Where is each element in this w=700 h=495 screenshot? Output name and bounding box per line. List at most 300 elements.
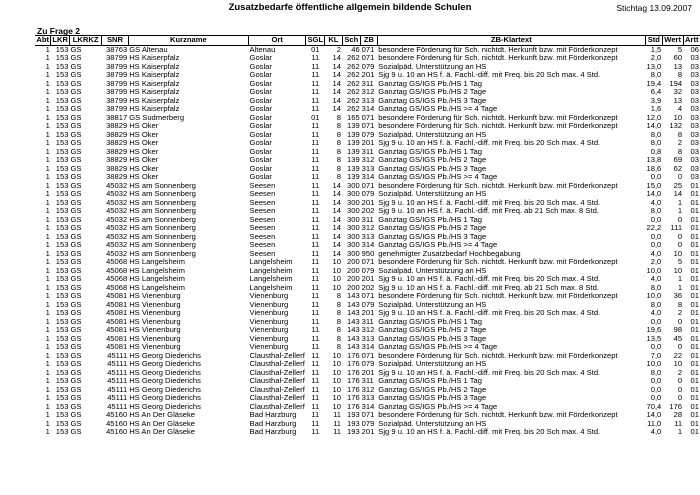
cell-kurzname: GS Altenau [129,45,168,54]
cell-sgl: 11 [311,164,320,173]
cell-snr: 38829 [106,122,128,130]
cell-sch: 176 [347,402,360,411]
cell-kl: 11 [333,419,341,428]
cell-kl: 14 [332,190,341,198]
table-row [35,63,700,72]
cell-artt: 01 [690,215,699,224]
cell-lkrkz: GS [70,79,82,88]
cell-wert: 194 [669,79,683,88]
cell-zb-klartext: besondere Förderung für Sch. nichtdt. Herkunft bzw. mit Förderkonzept [378,292,618,300]
cell-sch: 139 [347,130,360,139]
cell-sgl: 11 [311,317,320,326]
cell-sch: 300 [347,249,360,258]
cell-abt: 1 [45,360,50,368]
cell-lkr: 153 [55,411,69,419]
cell-sgl: 11 [311,241,320,249]
cell-sgl: 11 [311,232,320,241]
cell-snr: 45032 [106,224,128,232]
cell-wert: 2 [677,368,683,377]
cell-lkr: 153 [55,266,69,275]
table-row [35,139,700,148]
cell-wert: 10 [673,113,683,122]
cell-artt: 01 [690,411,699,419]
cell-artt: 03 [690,113,699,122]
section-subtitle: Zu Frage 2 [37,26,80,36]
cell-snr: 45032 [106,198,128,207]
table-row [35,394,700,403]
cell-lkr: 153 [55,428,69,436]
cell-ort: Goslar [249,113,272,122]
cell-artt: 01 [690,402,699,411]
cell-wert: 10 [673,249,683,258]
column-header-abt: Abt [36,35,49,44]
cell-zb: 950 [361,249,375,258]
cell-snr: 45032 [106,181,128,190]
cell-zb-klartext: Sjg 9 u. 10 an HS f. ä. Fachl.-diff. mit Freq. ab 21 Sch max. 8 Std. [378,207,599,215]
cell-zb: 079 [361,300,375,309]
cell-lkrkz: GS [70,62,82,71]
cell-zb-klartext: Ganztag GS/IGS Pb./HS 2 Tage [378,326,487,334]
table-row [35,386,700,395]
cell-sgl: 01 [311,113,320,122]
cell-lkr: 153 [55,377,69,385]
cell-wert: 0 [677,232,683,241]
cell-lkr: 153 [55,326,69,334]
cell-wert: 2 [677,139,683,147]
table-row [35,411,700,420]
cell-sch: 176 [347,368,360,377]
cell-snr: 45111 [107,402,128,411]
cell-zb-klartext: Ganztag GS/IGS Pb./HS 2 Tage [378,224,487,232]
cell-lkr: 153 [55,402,69,411]
cell-abt: 1 [45,164,50,173]
cell-lkr: 153 [55,122,69,130]
cell-wert: 8 [677,300,683,309]
cell-wert: 11 [674,419,683,428]
cell-zb: 311 [361,147,374,156]
cell-lkrkz: GS [70,292,82,300]
cell-lkr: 153 [55,139,69,147]
cell-zb-klartext: Ganztag GS/IGS Pb./HS 2 Tage [378,385,487,394]
cell-sgl: 11 [311,130,320,139]
cell-kl: 10 [332,283,341,292]
cell-zb-klartext: Ganztag GS/IGS Pb./HS 3 Tage [378,394,487,402]
cell-kl: 8 [336,334,341,343]
cell-zb-klartext: besondere Förderung für Sch. nichtdt. Herkunft bzw. mit Förderkonzept [378,411,618,419]
cell-lkrkz: GS [70,394,82,402]
cell-sgl: 11 [311,326,320,334]
cell-lkrkz: GS [70,300,82,309]
cell-lkrkz: GS [70,105,82,113]
cell-snr: 38799 [106,96,128,105]
cell-artt: 01 [690,207,699,215]
cell-lkrkz: GS [70,190,82,198]
cell-snr: 45032 [106,249,128,258]
table-row [35,114,700,123]
table-row [35,241,700,250]
cell-ort: Seesen [249,224,276,232]
cell-lkrkz: GS [70,224,82,232]
cell-zb-klartext: Sozialpäd. Unterstützung an HS [378,300,487,309]
cell-ort: Seesen [249,181,276,190]
cell-std: 4,0 [650,428,662,436]
cell-sch: 143 [347,300,360,309]
cell-ort: Goslar [249,156,272,164]
cell-zb-klartext: Sjg 9 u. 10 an HS f. ä. Fachl.-diff. mit Freq. bis 20 Sch max. 4 Std. [378,198,601,207]
cell-wert: 1 [677,275,683,283]
cell-ort: Goslar [249,105,272,113]
cell-zb: 314 [361,241,375,249]
cell-sch: 193 [347,428,360,436]
cell-artt: 01 [690,190,699,198]
cell-wert: 22 [673,351,683,360]
cell-std: 13,5 [646,334,662,343]
cell-lkrkz: GS [70,377,82,385]
cell-snr: 38829 [106,173,128,181]
cell-sch: 262 [347,96,360,105]
cell-kl: 14 [332,71,341,79]
cell-lkrkz: GS [70,402,82,411]
cell-kurzname: HS Kaiserpfalz [129,96,180,105]
cell-lkr: 153 [55,215,69,224]
cell-wert: 4 [677,105,683,113]
cell-artt: 01 [690,343,699,351]
cell-lkr: 153 [55,147,69,156]
cell-lkrkz: GS [70,130,82,139]
cell-kurzname: HS am Sonnenberg [129,232,196,241]
cell-sch: 139 [347,139,360,147]
cell-snr: 38799 [106,105,128,113]
cell-zb-klartext: Sozialpäd. Unterstützung an HS [378,360,487,368]
cell-lkr: 153 [55,419,69,428]
cell-std: 8,0 [650,139,662,147]
cell-kurzname: HS Langelsheim [129,266,185,275]
cell-sch: 46 [351,45,360,54]
cell-sch: 200 [347,258,360,266]
cell-artt: 01 [690,300,699,309]
cell-kl: 14 [332,232,341,241]
cell-snr: 45081 [106,343,128,351]
cell-kurzname: HS Georg Diederichs [129,360,201,368]
cell-lkr: 153 [55,360,69,368]
cell-sgl: 11 [311,309,320,317]
cell-snr: 45160 [106,428,128,436]
cell-lkrkz: GS [70,317,82,326]
cell-ort: Altenau [249,45,276,54]
cell-zb-klartext: Ganztag GS/IGS Pb./HS 1 Tag [378,147,482,156]
cell-std: 1,5 [650,45,662,54]
cell-lkrkz: GS [70,309,82,317]
cell-kurzname: HS Kaiserpfalz [129,54,180,62]
cell-artt: 03 [690,164,699,173]
cell-std: 0,0 [650,385,662,394]
table-row [35,173,700,182]
cell-kl: 8 [336,156,341,164]
cell-abt: 1 [45,394,50,402]
cell-zb: 313 [361,394,375,402]
cell-lkr: 153 [55,45,69,54]
cell-sgl: 11 [311,292,320,300]
cell-artt: 01 [690,368,699,377]
cell-kl: 14 [332,207,341,215]
cell-kurzname: HS Vienenburg [129,317,181,326]
cell-kurzname: HS Oker [129,122,159,130]
cell-kl: 8 [336,292,341,300]
cell-wert: 1 [677,198,683,207]
cell-kl: 8 [336,317,341,326]
cell-snr: 38799 [106,62,128,71]
table-row [35,326,700,335]
cell-artt: 01 [690,198,699,207]
cell-kurzname: HS Kaiserpfalz [129,71,180,79]
cell-sch: 176 [347,385,360,394]
cell-sgl: 11 [311,368,320,377]
cell-zb: 071 [361,122,375,130]
cell-artt: 03 [690,79,699,88]
cell-ort: Vienenburg [249,292,289,300]
cell-snr: 38817 [106,113,128,122]
cell-wert: 0 [677,317,683,326]
cell-sch: 300 [347,224,360,232]
cell-kl: 10 [332,394,341,402]
cell-ort: Goslar [249,88,272,96]
cell-abt: 1 [45,96,50,105]
cell-snr: 45111 [107,360,128,368]
cell-sgl: 11 [311,147,320,156]
cell-artt: 03 [690,156,699,164]
cell-artt: 01 [690,241,699,249]
cell-kl: 8 [336,139,341,147]
cell-sch: 262 [347,79,360,88]
cell-lkr: 153 [55,249,69,258]
cell-zb: 201 [361,198,375,207]
cell-kurzname: HS Georg Diederichs [129,385,201,394]
cell-ort: Goslar [249,62,272,71]
cell-snr: 45081 [106,309,128,317]
cell-lkrkz: GS [70,419,82,428]
cell-std: 70,4 [646,402,662,411]
cell-sch: 165 [347,113,360,122]
cell-kl: 14 [332,88,341,96]
cell-wert: 10 [673,266,683,275]
cell-zb-klartext: Sjg 9 u. 10 an HS f. ä. Fachl.-diff. mit Freq. bis 20 Sch max. 4 Std. [378,428,601,436]
cell-artt: 01 [690,419,699,428]
cell-sch: 300 [347,181,360,190]
cell-sgl: 11 [311,190,320,198]
cell-artt: 01 [690,224,699,232]
table-row [35,343,700,352]
cell-lkrkz: GS [70,215,82,224]
cell-std: 0,8 [650,147,662,156]
cell-kurzname: HS Langelsheim [129,283,185,292]
cell-sch: 143 [347,326,360,334]
cell-std: 0,0 [650,343,662,351]
cell-lkr: 153 [55,317,69,326]
cell-std: 10,0 [646,266,662,275]
cell-sch: 262 [347,105,360,113]
cell-zb: 071 [361,181,375,190]
cell-kl: 10 [332,385,341,394]
cell-abt: 1 [45,215,50,224]
cell-ort: Clausthal-Zellerf [249,360,305,368]
cell-snr: 45081 [106,326,128,334]
cell-lkrkz: GS [70,249,82,258]
cell-sgl: 11 [311,71,320,79]
cell-lkrkz: GS [70,88,82,96]
cell-zb-klartext: Ganztag GS/IGS Pb./HS 3 Tage [378,334,487,343]
cell-std: 12,0 [646,113,662,122]
cell-zb-klartext: Ganztag GS/IGS Pb./HS 2 Tage [378,156,487,164]
cell-abt: 1 [45,300,50,309]
cell-wert: 14 [673,190,683,198]
cell-kl: 8 [336,326,341,334]
cell-kl: 14 [332,181,341,190]
cell-std: 19,6 [646,326,662,334]
cell-snr: 45032 [106,232,128,241]
cell-lkr: 153 [55,198,69,207]
cell-wert: 5 [677,258,683,266]
cell-zb-klartext: Sjg 9 u. 10 an HS f. ä. Fachl.-diff. mit Freq. bis 20 Sch max. 4 Std. [378,139,601,147]
cell-std: 8,0 [650,130,662,139]
cell-abt: 1 [45,156,50,164]
cell-ort: Clausthal-Zellerf [249,394,305,402]
cell-lkr: 153 [55,156,69,164]
table-row [35,318,700,327]
cell-sgl: 11 [311,360,320,368]
table-row [35,275,700,284]
cell-abt: 1 [45,343,50,351]
cell-zb: 201 [361,275,375,283]
cell-ort: Langelsheim [249,266,293,275]
cell-sch: 262 [347,54,360,62]
cell-zb-klartext: Ganztag GS/IGS Pb./HS >= 4 Tage [378,173,498,181]
cell-ort: Vienenburg [249,326,289,334]
cell-abt: 1 [45,54,50,62]
cell-sch: 139 [347,164,360,173]
table-row [35,267,700,276]
cell-kl: 2 [336,45,341,54]
cell-sgl: 11 [311,79,320,88]
cell-lkrkz: GS [70,266,82,275]
cell-artt: 03 [690,130,699,139]
cell-sgl: 11 [311,54,320,62]
cell-kurzname: HS Georg Diederichs [129,351,201,360]
cell-artt: 01 [690,428,699,436]
cell-zb-klartext: Ganztag GS/IGS Pb./HS 1 Tag [378,317,482,326]
table-row [35,122,700,131]
cell-sgl: 11 [311,385,320,394]
cell-zb: 312 [361,156,375,164]
cell-zb: 314 [361,402,375,411]
cell-snr: 45032 [106,241,128,249]
cell-zb: 312 [361,385,375,394]
cell-std: 8,0 [650,207,662,215]
cell-ort: Clausthal-Zellerf [249,385,305,394]
cell-ort: Goslar [249,54,272,62]
cell-kl: 10 [332,360,341,368]
column-header-std: Std [645,36,662,46]
cell-kurzname: HS Oker [129,147,159,156]
cell-snr: 38829 [106,164,128,173]
cell-wert: 132 [669,122,683,130]
cell-abt: 1 [45,241,50,249]
cell-wert: 5 [677,45,683,54]
cell-lkr: 153 [55,130,69,139]
cell-zb: 071 [361,351,375,360]
cell-artt: 01 [690,351,699,360]
cell-ort: Seesen [249,198,276,207]
cell-artt: 03 [690,96,699,105]
cell-sch: 143 [347,292,360,300]
cell-std: 14,0 [646,411,662,419]
table-row [35,292,700,301]
cell-snr: 45111 [107,351,128,360]
cell-kurzname: HS Vienenburg [129,309,181,317]
table-row [35,190,700,199]
cell-kurzname: HS Vienenburg [129,292,181,300]
cell-zb: 071 [361,411,375,419]
cell-kl: 8 [336,309,341,317]
cell-lkr: 153 [55,351,69,360]
cell-sgl: 11 [311,156,320,164]
cell-std: 14,0 [646,190,662,198]
cell-zb: 202 [361,283,375,292]
cell-lkrkz: GS [70,139,82,147]
table-row [35,45,700,54]
cell-lkrkz: GS [70,326,82,334]
cell-kurzname: HS An Der Gläseke [129,411,196,419]
cell-kl: 10 [332,402,341,411]
cell-lkr: 153 [55,300,69,309]
cell-snr: 45160 [106,411,128,419]
cell-kurzname: HS Kaiserpfalz [129,62,180,71]
cell-zb-klartext: besondere Förderung für Sch. nichtdt. Herkunft bzw. mit Förderkonzept [378,351,618,360]
cell-sgl: 11 [311,198,320,207]
cell-kl: 14 [332,96,341,105]
cell-std: 7,0 [650,351,662,360]
cell-artt: 01 [690,309,699,317]
cell-lkrkz: GS [70,241,82,249]
cell-lkrkz: GS [70,411,82,419]
cell-snr: 38829 [106,156,128,164]
cell-sch: 143 [347,334,360,343]
cell-lkr: 153 [55,292,69,300]
cell-kurzname: HS am Sonnenberg [129,190,196,198]
cell-sch: 139 [347,122,360,130]
cell-snr: 45111 [107,394,128,402]
table-row [35,199,700,208]
cell-kl: 10 [332,258,341,266]
cell-kurzname: HS Vienenburg [129,343,181,351]
cell-ort: Seesen [249,207,276,215]
cell-kurzname: HS Georg Diederichs [129,402,201,411]
cell-lkr: 153 [55,394,69,402]
cell-std: 18,6 [646,164,662,173]
cell-artt: 01 [690,283,699,292]
cell-ort: Goslar [249,96,272,105]
table-row [35,352,700,361]
cell-std: 8,0 [650,283,662,292]
cell-wert: 60 [673,54,683,62]
cell-zb-klartext: Sozialpäd. Unterstützung an HS [378,130,487,139]
cell-ort: Clausthal-Zellerf [249,368,305,377]
cell-std: 14,0 [646,122,662,130]
cell-abt: 1 [45,198,50,207]
cell-zb-klartext: Sjg 9 u. 10 an HS f. ä. Fachl.-diff. mit Freq. bis 20 Sch max. 4 Std. [378,275,601,283]
cell-zb-klartext: Ganztag GS/IGS Pb./HS >= 4 Tage [378,343,498,351]
cell-ort: Langelsheim [249,283,293,292]
cell-lkrkz: GS [70,207,82,215]
